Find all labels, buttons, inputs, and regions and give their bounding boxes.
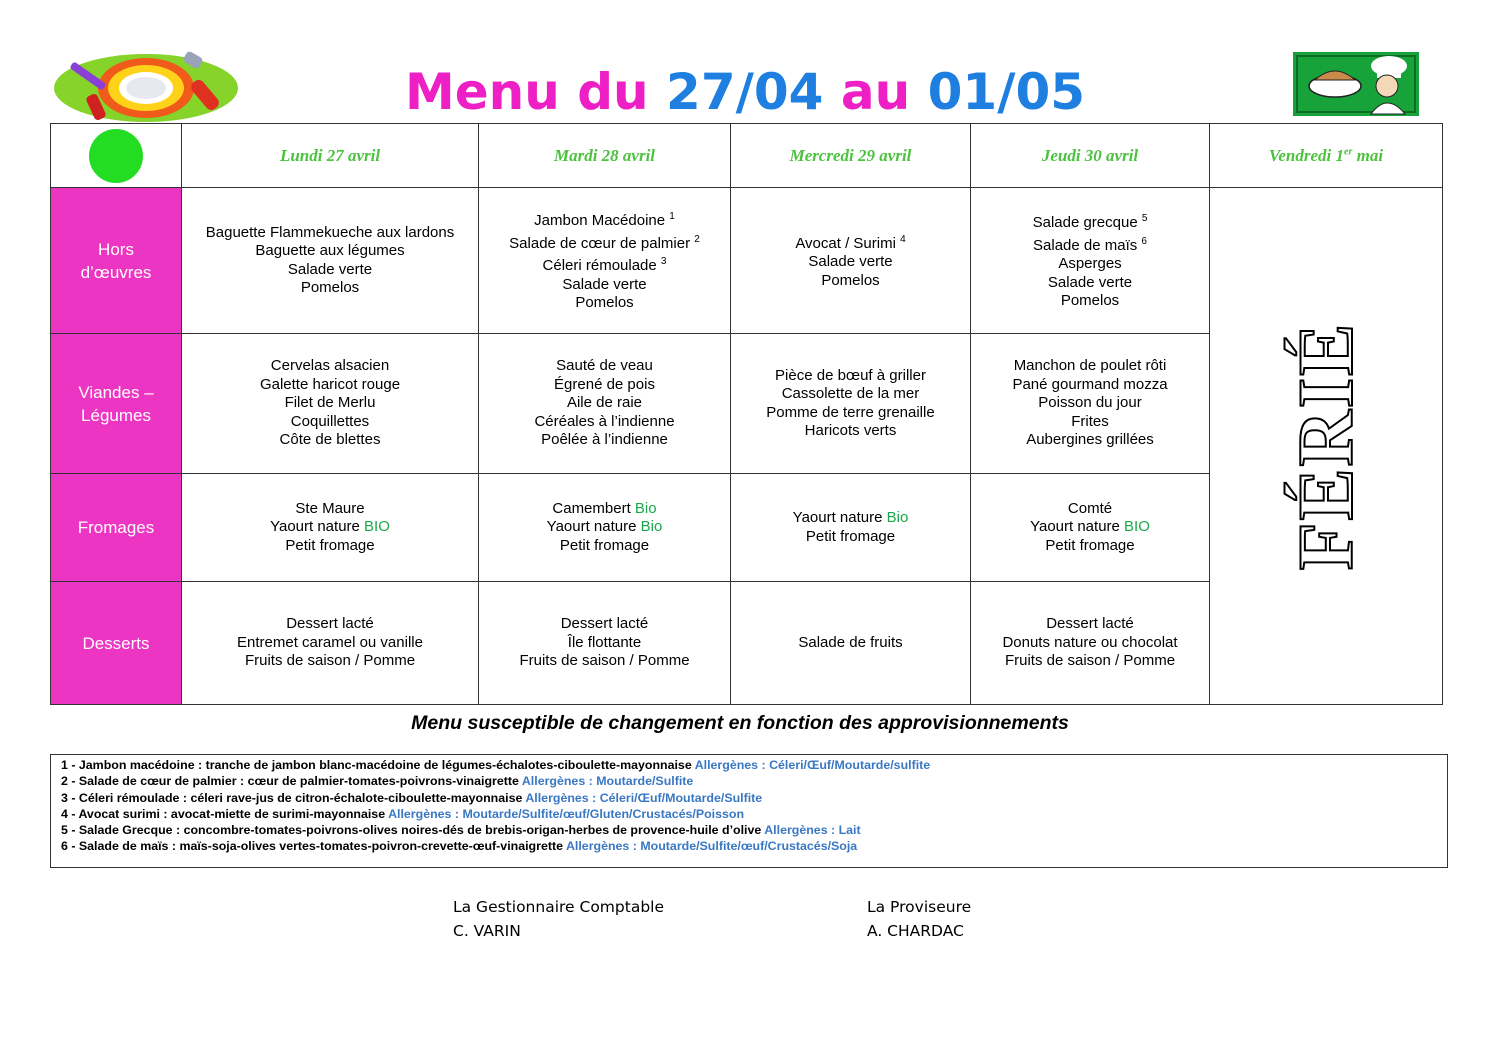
signature-role: La Proviseure: [867, 898, 972, 916]
dish: Cervelas alsacien: [270, 357, 390, 375]
allergen-tag: Allergènes : Moutarde/Sulfite/œuf/Gluten/Crustacés/Poisson: [388, 806, 745, 821]
allergen-desc: 1 - Jambon macédoine : tranche de jambon blanc-macédoine de légumes-échalotes-ciboulette-mayonnaise: [61, 758, 695, 772]
cell-desserts-mardi: [479, 582, 731, 705]
dish: Baguette Flammekueche aux lardons: [205, 223, 455, 241]
allergen-item: [61, 838, 1447, 854]
allergen-desc: 2 - Salade de cœur de palmier : cœur de palmier-tomates-poivrons-vinaigrette: [61, 774, 522, 789]
dish: Salade de fruits: [798, 633, 903, 651]
dish: [479, 518, 730, 537]
signature-role: La Gestionnaire Comptable: [453, 898, 664, 916]
allergen-tag: Allergènes : Lait: [764, 823, 861, 838]
cell-viandes-mercredi: [731, 334, 971, 474]
cell-desserts-lundi: [182, 582, 479, 705]
dish: Poisson du jour: [1038, 394, 1142, 412]
category-viandes-legumes: [51, 334, 182, 474]
dish: Asperges: [1058, 255, 1122, 273]
cell-vendredi-ferie: [1210, 188, 1443, 705]
day-header-row: [51, 124, 1443, 188]
dish: Fruits de saison / Pomme: [244, 652, 416, 670]
dish: Pomelos: [300, 279, 360, 296]
corner-cell: [51, 124, 182, 188]
title-end-date: 01/05: [927, 63, 1086, 121]
dish-text: Yaourt nature: [792, 509, 887, 526]
dish: Coquillettes: [290, 412, 370, 430]
dish: Petit fromage: [559, 536, 650, 554]
dish: Fruits de saison / Pomme: [519, 652, 690, 670]
bio-label: Bio: [634, 499, 657, 517]
dish: Galette haricot rouge: [259, 375, 401, 393]
allergen-ref: 3: [660, 256, 667, 268]
dish: Salade verte: [287, 260, 373, 278]
title-joiner: au: [823, 63, 928, 121]
dish: Égrené de pois: [554, 375, 655, 393]
allergen-item: [61, 790, 1447, 806]
day-label: Vendredi 1: [1268, 145, 1345, 165]
dish-text: Yaourt nature: [546, 518, 641, 536]
allergen-tag: Allergènes : Céleri/Œuf/Moutarde/Sulfite: [525, 790, 763, 805]
allergen-tag: Allergènes : Moutarde/Sulfite/œuf/Crustacés/Soja: [565, 839, 858, 854]
category-hors-doeuvres: [51, 188, 182, 334]
row-hors-doeuvres: [51, 188, 1443, 334]
cell-desserts-mercredi: [731, 582, 971, 705]
green-dot-icon: [89, 129, 143, 183]
day-header-mercredi: Mercredi 29 avril: [731, 124, 971, 188]
cell-fromages-mercredi: [731, 474, 971, 582]
dish: Île flottante: [567, 633, 642, 651]
dish: Entremet caramel ou vanille: [237, 633, 423, 651]
dish: Frites: [1071, 412, 1109, 430]
dish: Pièce de bœuf à griller: [775, 366, 926, 384]
ferie-label: FÉRIÉ: [1282, 321, 1369, 571]
dish: Donuts nature ou chocolat: [1002, 633, 1178, 651]
allergen-legend: [50, 754, 1448, 868]
dish: Manchon de poulet rôti: [1013, 357, 1167, 375]
allergen-item: [61, 822, 1447, 838]
cell-fromages-jeudi: [971, 474, 1210, 582]
allergen-desc: 4 - Avocat surimi : avocat-miette de surimi-mayonnaise: [61, 806, 389, 821]
dish: [479, 253, 730, 276]
dish-text: Camembert: [552, 499, 635, 517]
allergen-ref: 1: [669, 211, 675, 223]
dish: Fruits de saison / Pomme: [1004, 652, 1176, 670]
cell-desserts-jeudi: [971, 582, 1210, 705]
change-notice: Menu susceptible de changement en fonction des approvisionnements: [411, 712, 1069, 734]
dish: [182, 518, 478, 537]
dish: [479, 208, 730, 231]
allergen-ref: 5: [1141, 213, 1148, 225]
dish-text: Salade grecque: [1032, 214, 1142, 232]
dish: Petit fromage: [285, 536, 375, 554]
dish: Comté: [1067, 499, 1113, 517]
dish: [731, 231, 970, 254]
day-header-lundi: Lundi 27 avril: [182, 124, 479, 188]
dish: Pomelos: [821, 271, 880, 289]
allergen-tag: Allergènes : Moutarde/Sulfite: [521, 774, 694, 789]
dish: Salade verte: [562, 275, 647, 293]
dish-text: Jambon Macédoine: [534, 212, 670, 230]
dish: Haricots verts: [804, 422, 897, 439]
chef-icon: [1293, 52, 1419, 116]
page-title: [300, 52, 1190, 132]
dish: [971, 518, 1209, 537]
dish: [971, 210, 1209, 233]
day-label-end: mai: [1352, 145, 1384, 165]
dish: Petit fromage: [1045, 536, 1135, 554]
dish: Ste Maure: [295, 499, 365, 517]
signature-name: C. VARIN: [453, 922, 521, 940]
allergen-ref: 2: [694, 233, 700, 245]
cell-fromages-lundi: [182, 474, 479, 582]
dish: Dessert lacté: [1046, 615, 1134, 633]
dish: [479, 231, 730, 254]
bio-label: BIO: [1124, 518, 1150, 536]
allergen-ref: 4: [900, 233, 906, 245]
dish: Pomelos: [1060, 292, 1120, 310]
title-start-date: 27/04: [666, 63, 824, 121]
dish: Pomelos: [575, 294, 634, 312]
cell-viandes-lundi: [182, 334, 479, 474]
category-label: d’œuvres: [80, 262, 152, 282]
signature-proviseure: [867, 895, 971, 943]
dish: Baguette aux légumes: [255, 242, 405, 259]
cell-hors-mercredi: [731, 188, 971, 334]
dish: Côte de blettes: [279, 431, 381, 449]
allergen-desc: 6 - Salade de maïs : maïs-soja-olives vertes-tomates-poivron-crevette-œuf-vinaigrette: [61, 839, 566, 854]
allergen-tag: Allergènes : Céleri/Œuf/Moutarde/sulfite: [694, 758, 931, 772]
bio-label: BIO: [364, 518, 390, 536]
allergen-item: [61, 757, 1447, 773]
dish: Petit fromage: [805, 527, 896, 545]
plate-fork-knife-icon: [50, 42, 242, 128]
cell-viandes-mardi: [479, 334, 731, 474]
title-prefix: Menu du: [404, 63, 667, 121]
dish: Salade verte: [1047, 273, 1133, 291]
dish-text: Yaourt nature: [270, 518, 365, 536]
dish: Dessert lacté: [560, 615, 649, 633]
dish: Aubergines grillées: [1026, 431, 1154, 449]
allergen-item: [61, 773, 1447, 789]
dish-text: Salade de cœur de palmier: [509, 234, 695, 252]
category-label: Viandes –: [78, 382, 154, 402]
category-label: Desserts: [82, 633, 150, 653]
allergen-ref: 6: [1141, 235, 1147, 247]
category-label: Légumes: [81, 405, 151, 425]
cell-hors-lundi: [182, 188, 479, 334]
dish-text: Céleri rémoulade: [542, 257, 661, 275]
cell-viandes-jeudi: [971, 334, 1210, 474]
category-desserts: [51, 582, 182, 705]
category-label: Fromages: [77, 518, 155, 537]
dish: Poêlée à l’indienne: [541, 431, 668, 449]
cell-hors-jeudi: [971, 188, 1210, 334]
dish-text: Avocat / Surimi: [795, 234, 901, 252]
allergen-desc: 3 - Céleri rémoulade : céleri rave-jus de citron-échalote-ciboulette-mayonnaise: [61, 790, 526, 805]
day-header-mardi: Mardi 28 avril: [479, 124, 731, 188]
category-fromages: [51, 474, 182, 582]
day-header-jeudi: Jeudi 30 avril: [971, 124, 1210, 188]
dish: [479, 500, 730, 519]
cell-fromages-mardi: [479, 474, 731, 582]
dish: Cassolette de la mer: [781, 385, 920, 402]
weekly-menu-table: [50, 123, 1443, 705]
allergen-item: [61, 806, 1447, 822]
signature-name: A. CHARDAC: [867, 922, 964, 940]
allergen-desc: 5 - Salade Grecque : concombre-tomates-poivrons-olives noires-dés de brebis-origan-herbes de provence-huile d’olive: [61, 823, 765, 838]
bio-label: Bio: [886, 509, 909, 526]
bio-label: Bio: [640, 518, 663, 536]
dish-text: Salade de maïs: [1033, 236, 1142, 254]
day-header-vendredi: [1210, 124, 1443, 188]
dish: Filet de Merlu: [284, 394, 376, 412]
signature-gestionnaire: [453, 895, 664, 943]
dish: Aile de raie: [566, 394, 643, 412]
dish: Dessert lacté: [286, 615, 374, 633]
dish-text: Yaourt nature: [1030, 518, 1125, 536]
dish: Salade verte: [808, 253, 893, 271]
dish: [731, 509, 970, 528]
dish: Pané gourmand mozza: [1012, 375, 1168, 393]
dish: Céréales à l’indienne: [534, 412, 675, 430]
dish: Sauté de veau: [556, 357, 653, 375]
dish: Pomme de terre grenaille: [766, 403, 935, 421]
category-label: Hors: [98, 239, 134, 259]
dish: [971, 233, 1209, 256]
day-label-sup: er: [1344, 145, 1353, 157]
cell-hors-mardi: [479, 188, 731, 334]
